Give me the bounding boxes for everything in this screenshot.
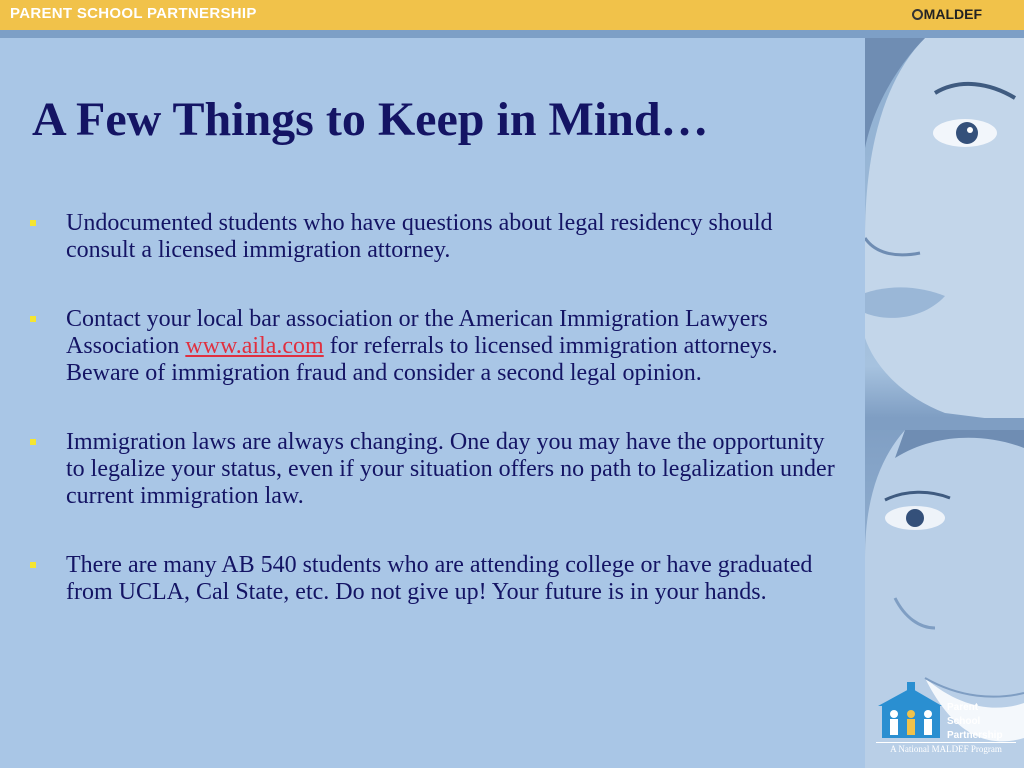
- logo-line-partnership: Partnership: [947, 730, 1003, 741]
- bullet-list: [30, 210, 845, 648]
- aila-link[interactable]: www.aila.com: [185, 333, 324, 359]
- schoolhouse-icon: [876, 680, 944, 740]
- bullet-text-after-link: for referrals to licensed immigration attorneys. Beware of immigration fraud and consider a second legal opinion.: [66, 333, 778, 386]
- slide-title: A Few Things to Keep in Mind…: [32, 93, 709, 146]
- logo-line-school: School: [947, 716, 981, 727]
- bullet-text: There are many AB 540 students who are attending college or have graduated from UCLA, Cal State, etc. Do not give up! Your future is in your hands.: [66, 552, 813, 605]
- header-strip: [0, 30, 1024, 38]
- square-bullet-icon: [30, 439, 36, 445]
- logo-line-parent: Parent: [947, 702, 979, 713]
- partner-name: MALDEF: [923, 6, 982, 22]
- student-photo: [865, 38, 1024, 768]
- partner-logo: [912, 6, 982, 22]
- bullet-text: Immigration laws are always changing. One day you may have the opportunity to legalize your status, even if your situation offers no path to legalization under current immigration law.: [66, 429, 835, 509]
- maldef-seal-icon: [912, 9, 923, 20]
- bullet-item: [30, 552, 845, 606]
- square-bullet-icon: [30, 316, 36, 322]
- logo-tagline: A National MALDEF Program: [876, 742, 1016, 754]
- square-bullet-icon: [30, 562, 36, 568]
- bullet-item: [30, 210, 845, 264]
- bullet-text-before-link: Contact your local bar association or the American Immigration Lawyers Association: [66, 306, 768, 359]
- bullet-item: [30, 429, 845, 510]
- student-faces-image: [865, 38, 1024, 768]
- bullet-text: Undocumented students who have questions about legal residency should consult a licensed immigration attorney.: [66, 210, 773, 263]
- bullet-item: [30, 306, 845, 387]
- parent-school-partnership-logo: [876, 680, 1018, 760]
- header-bar: [0, 0, 1024, 30]
- square-bullet-icon: [30, 220, 36, 226]
- brand-name: PARENT SCHOOL PARTNERSHIP: [10, 5, 257, 22]
